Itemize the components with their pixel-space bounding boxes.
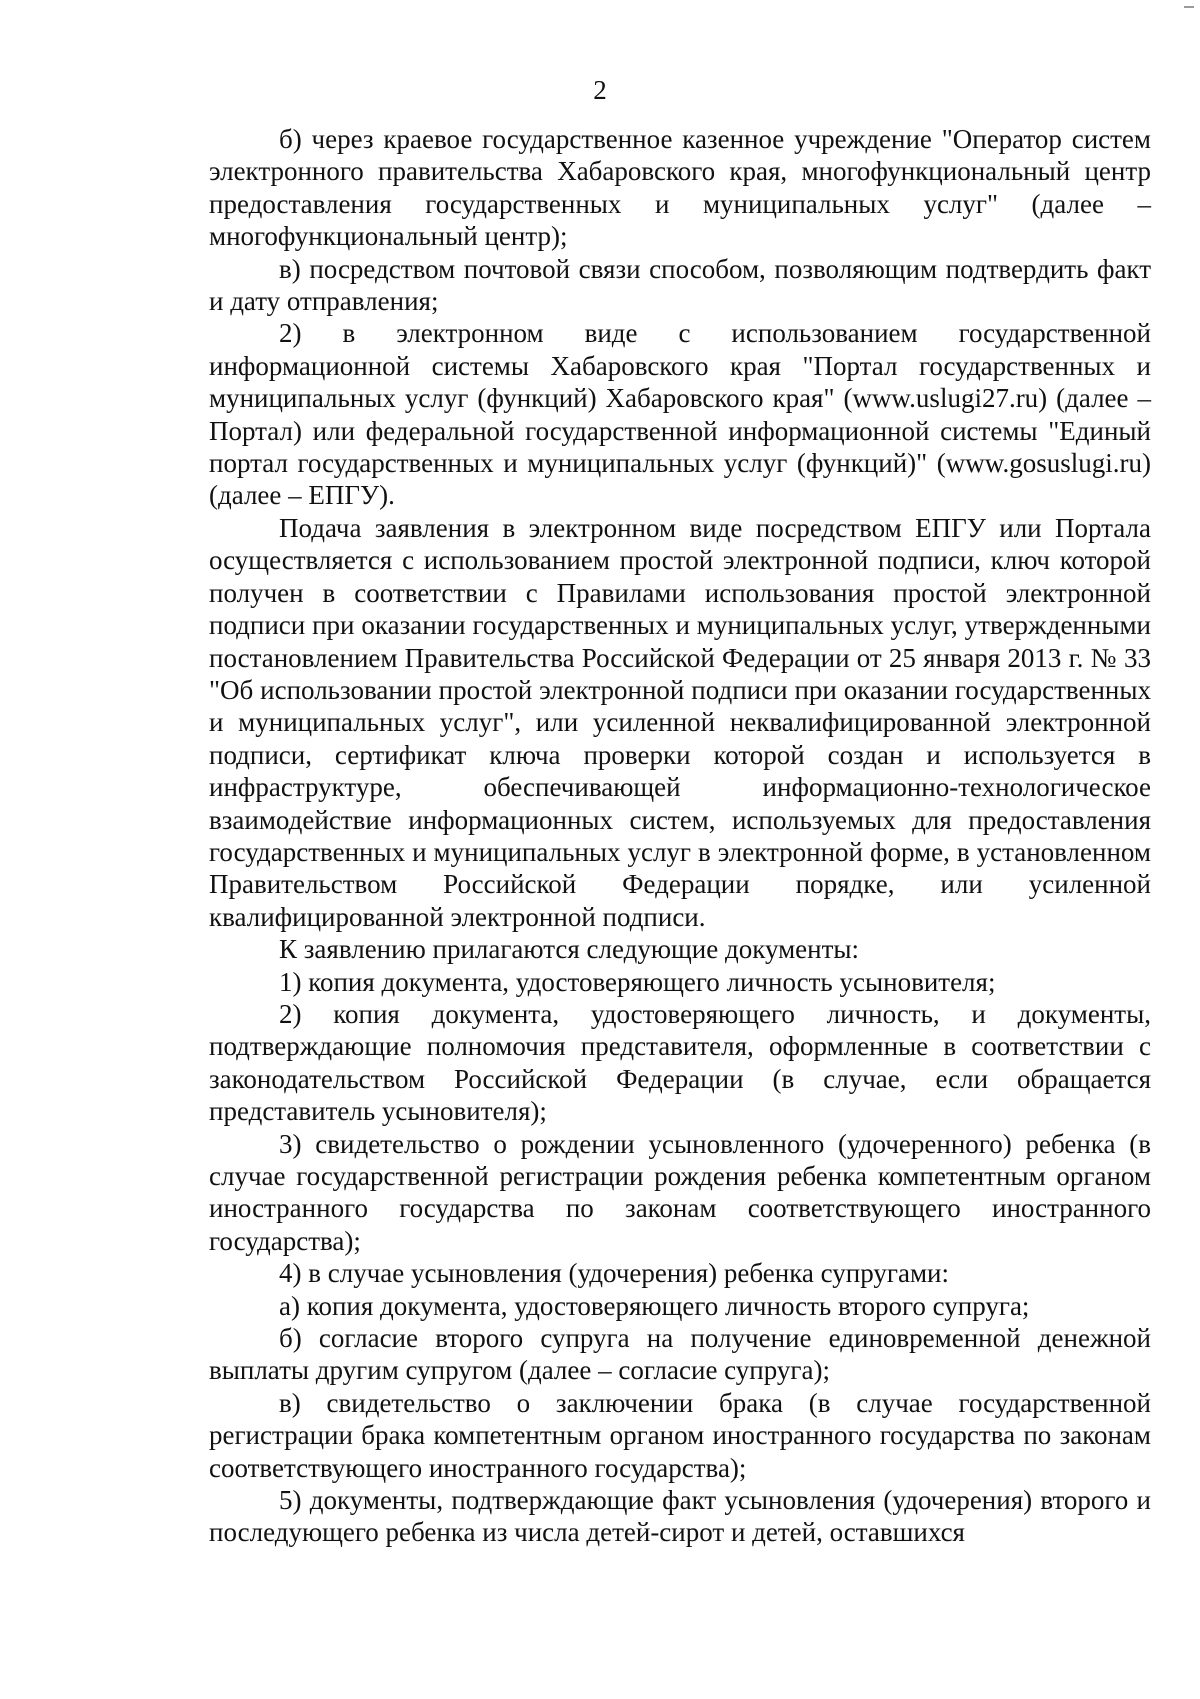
page-number: 2 (593, 75, 607, 105)
scan-corner-mark (1184, 6, 1194, 8)
list-item-3: 3) свидетельство о рождении усыновленного (удочеренного) ребенка (в случае государственной регистрации рождения ребенка компетентным органом иностранного государства по законам соответствующего иностранного государства); (209, 1128, 1151, 1256)
list-item-4a: а) копия документа, удостоверяющего личность второго супруга; (279, 1290, 1030, 1321)
list-item-4v: в) свидетельство о заключении брака (в случае государственной регистрации брака компетентным органом иностранного государства по законам соответствующего иностранного государства); (209, 1387, 1151, 1483)
list-item-2: 2) копия документа, удостоверяющего личность, и документы, подтверждающие полномочия представителя, оформленные в соответствии с законодательством Российской Федерации (в случае, если обращается представитель усыновителя); (209, 998, 1151, 1127)
paragraph-2-electronic: 2) в электронном виде с использованием государственной информационной системы Хабаровского края "Портал государственных и муниципальных услуг (функций) Хабаровского края" (www.uslugi27.ru) (далее – Портал) или федеральной государственной информационной системы "Единый портал государственных и муниципальных услуг (функций)" (www.gosuslugi.ru) (далее – ЕПГУ). (209, 318, 1151, 511)
list-item-5: 5) документы, подтверждающие факт усыновления (удочерения) второго и последующего ребенка из числа детей-сирот и детей, оставшихся (209, 1485, 1151, 1548)
paragraph-documents-intro: К заявлению прилагаются следующие документы: (279, 934, 860, 965)
list-item-1: 1) копия документа, удостоверяющего личность усыновителя; (279, 966, 996, 997)
paragraph-b-mfc: б) через краевое государственное казенное учреждение "Оператор систем электронного правительства Хабаровского края, многофункциональный центр предоставления государственных и муниципальных услуг" (далее – многофункциональный центр); (209, 124, 1151, 252)
document-body (209, 123, 1151, 1549)
paragraph-electronic-signature: Подача заявления в электронном виде посредством ЕПГУ или Портала осуществляется с использованием простой электронной подписи, ключ которой получен в соответствии с Правилами использования простой электронной подписи при оказании государственных и муниципальных услуг, утвержденными постановлением Правительства Российской Федерации от 25 января 2013 г. № 33 "Об использовании простой электронной подписи при оказании государственных и муниципальных услуг", или усиленной неквалифицированной электронной подписи, сертификат ключа проверки которой создан и используется в инфраструктуре, обеспечивающей информационно-технологическое взаимодействие информационных систем, используемых для предоставления государственных и муниципальных услуг в электронной форме, в установленном Правительством Российской Федерации порядке, или усиленной квалифицированной электронной подписи. (209, 512, 1151, 932)
list-item-4: 4) в случае усыновления (удочерения) ребенка супругами: (279, 1258, 949, 1289)
paragraph-v-post: в) посредством почтовой связи способом, позволяющим подтвердить факт и дату отправления; (209, 253, 1151, 317)
list-item-4b: б) согласие второго супруга на получение единовременной денежной выплаты другим супругом (далее – согласие супруга); (209, 1323, 1151, 1386)
